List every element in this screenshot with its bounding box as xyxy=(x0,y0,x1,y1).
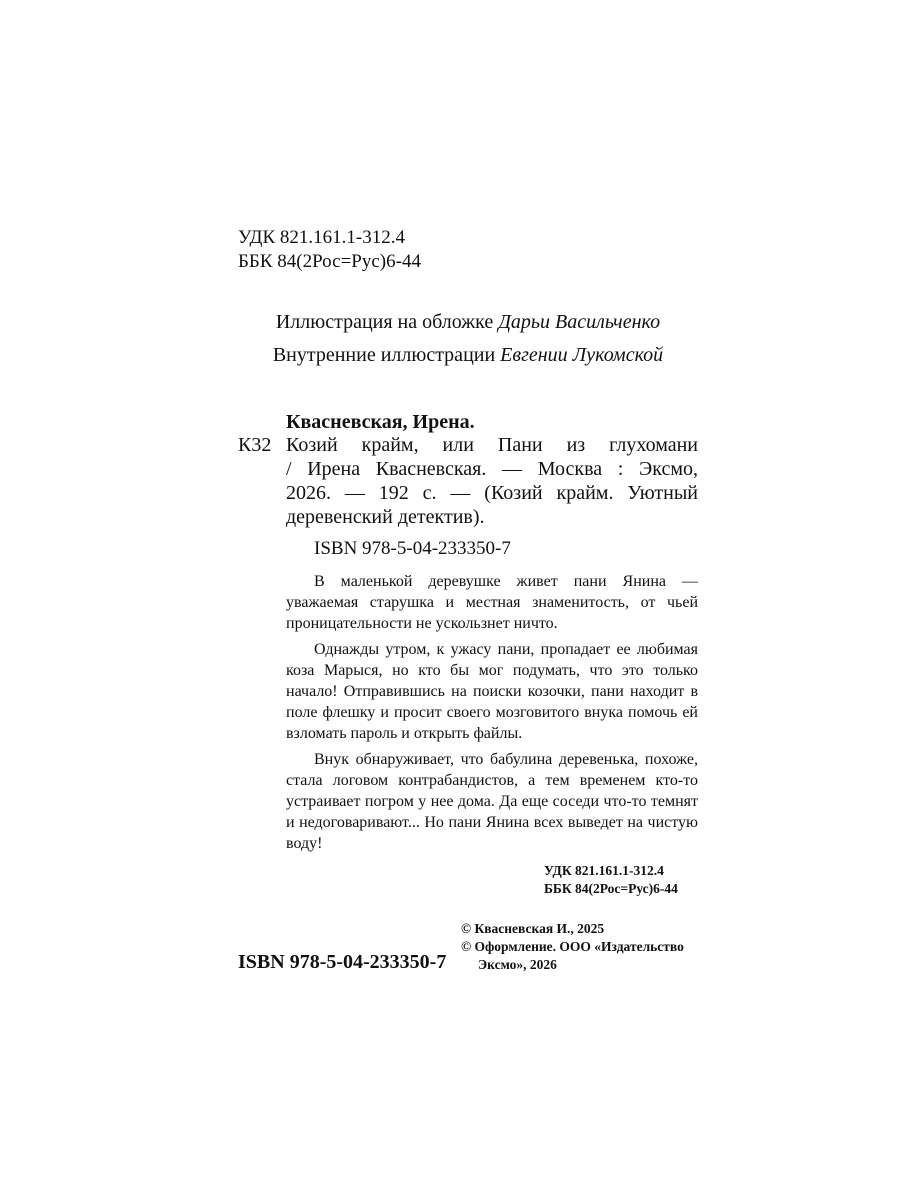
bibliographic-description xyxy=(286,433,698,529)
description-line: / Ирена Квасневская. — Москва : Эксмо, xyxy=(286,458,698,480)
author-heading: Квасневская, Ирена. xyxy=(286,411,475,433)
copyright-author: © Квасневская И., 2025 xyxy=(461,921,605,936)
inner-artist-name: Евгении Лукомской xyxy=(500,344,664,366)
description-line: деревенский детектив). xyxy=(286,506,485,528)
cutter-code: К32 xyxy=(238,434,272,456)
annotation-paragraph: Однажды утром, к ужасу пани, пропадает ее любимая коза Марыся, но кто бы мог подумать, что это только начало! Отправившись на поиски козочки, пани находит в поле флешку и просит своего мозговитого внука помочь ей взломать пароль и открыть файлы. xyxy=(286,641,698,742)
description-line: 2026. — 192 с. — (Козий крайм. Уютный xyxy=(286,482,698,504)
annotation-paragraph: Внук обнаруживает, что бабулина деревенька, похоже, стала логовом контрабандистов, а тем временем кто-то устраивает погром у нее дома. Да еще соседи что-то темнят и недоговаривают... Но пани Янина всех выведет на чистую воду! xyxy=(286,751,698,852)
inner-credit-prefix: Внутренние иллюстрации xyxy=(272,344,496,366)
footer-udk-code: УДК 821.161.1-312.4 xyxy=(544,863,664,878)
cover-credit-prefix: Иллюстрация на обложке xyxy=(275,311,494,333)
inner-illustration-credit xyxy=(238,342,698,368)
description-line: Козий крайм, или Пани из глухомани xyxy=(286,434,698,456)
udk-code: УДК 821.161.1-312.4 xyxy=(238,227,405,248)
classification-codes xyxy=(238,226,421,274)
footer-classification-codes xyxy=(544,862,678,898)
cover-artist-name: Дарьи Васильченко xyxy=(498,311,661,333)
copyright-block xyxy=(461,920,711,974)
isbn-footer: ISBN 978-5-04-233350-7 xyxy=(238,951,447,973)
annotation-paragraph: В маленькой деревушке живет пани Янина — уважаемая старушка и местная знаменитость, от чьей проницательности не ускользнет ничто. xyxy=(286,573,698,632)
footer-bbk-code: ББК 84(2Рос=Рус)6-44 xyxy=(544,881,678,896)
cover-illustration-credit xyxy=(238,309,698,335)
copyright-design: © Оформление. ООО «Издательство Эксмо», 2026 xyxy=(461,939,684,972)
bbk-code: ББК 84(2Рос=Рус)6-44 xyxy=(238,251,421,272)
annotation xyxy=(286,572,698,860)
isbn-record: ISBN 978-5-04-233350-7 xyxy=(314,538,511,559)
